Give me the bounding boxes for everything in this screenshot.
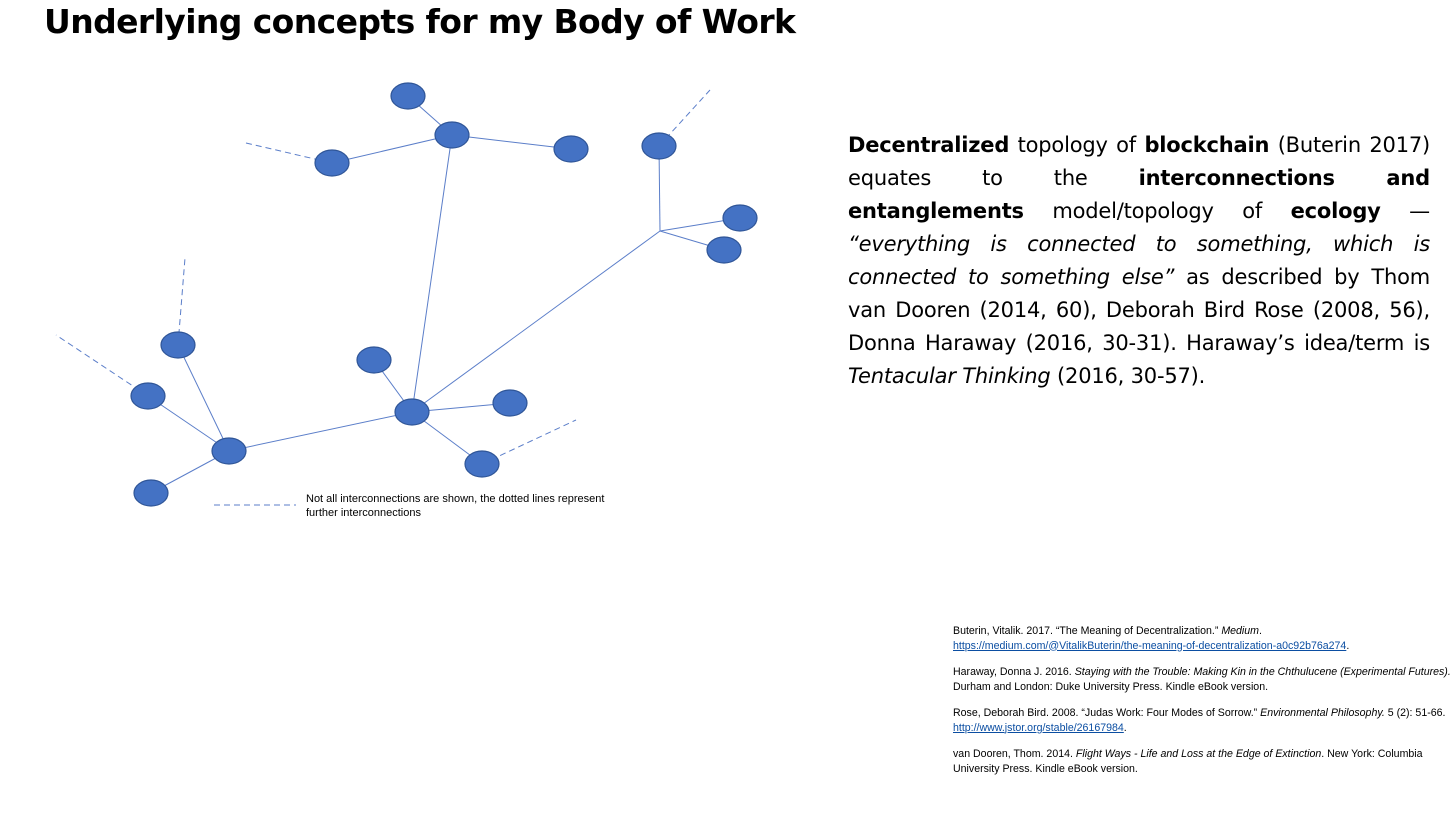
ref-text: Buterin, Vitalik. 2017. “The Meaning of Decentralization.” xyxy=(953,625,1222,637)
edge xyxy=(452,135,571,149)
edge xyxy=(332,135,452,163)
dotted-edge xyxy=(56,335,148,396)
node xyxy=(707,237,741,263)
edge xyxy=(412,231,660,412)
node xyxy=(131,383,165,409)
reference-rose xyxy=(953,706,1453,735)
reference-van-dooren xyxy=(953,747,1453,776)
ref-text: . xyxy=(1346,639,1350,652)
ref-text: Rose, Deborah Bird. 2008. “Judas Work: Four Modes of Sorrow.” xyxy=(953,707,1261,719)
ref-link-rose[interactable]: http://www.jstor.org/stable/26167984 xyxy=(953,721,1124,734)
paragraph-text: as described by Thom van Dooren (2014, 60), Deborah Bird Rose (2008, 56), Donna Haraway (2016, 30-31). Haraway’s idea/term is xyxy=(848,265,1431,355)
term-blockchain: blockchain xyxy=(1144,133,1270,157)
ref-text: Haraway, Donna J. 2016. xyxy=(953,666,1075,678)
node xyxy=(465,451,499,477)
node xyxy=(493,390,527,416)
ref-text: . xyxy=(1123,721,1127,734)
paragraph-text: topology of xyxy=(1009,133,1145,157)
ref-italic: Environmental Philosophy. xyxy=(1260,707,1385,719)
main-paragraph xyxy=(848,129,1430,393)
term-ecology: ecology xyxy=(1290,199,1381,223)
page-title: Underlying concepts for my Body of Work xyxy=(44,2,796,41)
term-decentralized: Decentralized xyxy=(848,133,1010,157)
dotted-edges xyxy=(56,90,710,505)
node xyxy=(554,136,588,162)
diagram-legend: Not all interconnections are shown, the dotted lines represent further interconnections xyxy=(306,493,605,519)
ref-italic: Medium xyxy=(1221,625,1260,637)
ref-text: 5 (2): 51-66. xyxy=(1384,707,1446,719)
node xyxy=(212,438,246,464)
node xyxy=(435,122,469,148)
edge xyxy=(178,345,229,451)
ref-text: van Dooren, Thom. 2014. xyxy=(953,748,1076,760)
node xyxy=(357,347,391,373)
node xyxy=(315,150,349,176)
node xyxy=(391,83,425,109)
node xyxy=(161,332,195,358)
edge xyxy=(229,412,412,451)
node xyxy=(642,133,676,159)
node xyxy=(134,480,168,506)
paragraph-text: (2016, 30-57). xyxy=(1050,364,1206,388)
reference-haraway xyxy=(953,665,1453,694)
reference-buterin xyxy=(953,624,1453,653)
ref-italic: Flight Ways - Life and Loss at the Edge of Extinction xyxy=(1075,748,1322,760)
network-diagram xyxy=(0,0,800,530)
ref-italic: Staying with the Trouble: Making Kin in the Chthulucene (Experimental Futures). xyxy=(1074,666,1451,678)
ref-text: Durham and London: Duke University Press. Kindle eBook version. xyxy=(953,680,1269,693)
edge xyxy=(412,135,452,412)
node xyxy=(723,205,757,231)
ref-text: . xyxy=(1259,625,1262,637)
nodes xyxy=(131,83,757,506)
paragraph-text: model/topology of xyxy=(1023,199,1291,223)
term-interconnections: interconnections and entanglements xyxy=(848,166,1430,223)
node xyxy=(395,399,429,425)
paragraph-text: — xyxy=(1380,199,1430,223)
paragraph-text: (Buterin 2017) equates to the xyxy=(848,133,1431,190)
ref-text: . New York: Columbia University Press. Kindle eBook version. xyxy=(953,748,1423,775)
references xyxy=(953,624,1453,788)
term-tentacular-thinking: Tentacular Thinking xyxy=(848,364,1051,388)
quote: “everything is connected to something, which is connected to something else” xyxy=(848,232,1430,289)
ref-link-buterin[interactable]: https://medium.com/@VitalikButerin/the-meaning-of-decentralization-a0c92b76a274 xyxy=(953,639,1347,652)
